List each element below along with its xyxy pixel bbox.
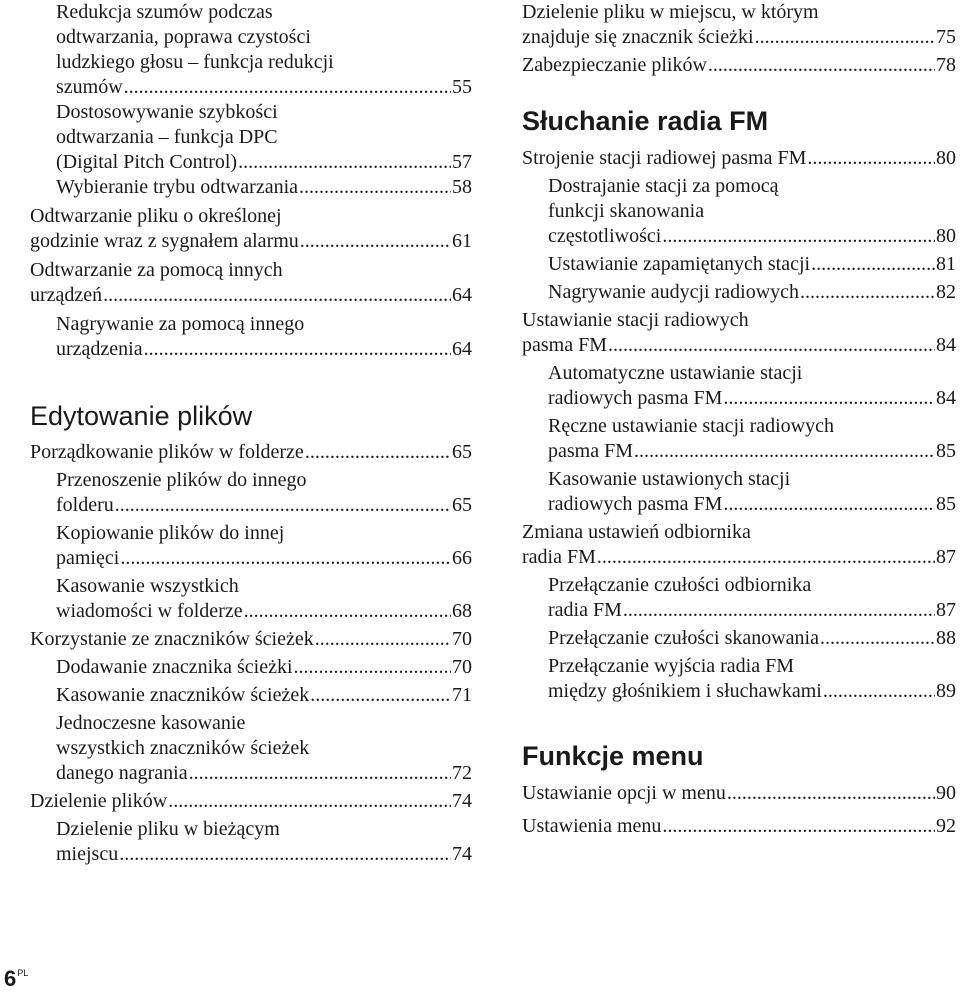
toc-page-number: 81: [936, 253, 956, 275]
dot-leader: [124, 75, 451, 100]
toc-entry-text: między głośnikiem i słuchawkami: [548, 680, 822, 702]
dot-leader: [144, 337, 451, 362]
toc-page-number: 85: [936, 440, 956, 462]
toc-entry[interactable]: [548, 414, 956, 464]
toc-entry-text: Nagrywanie audycji radiowych: [548, 281, 800, 303]
toc-entry[interactable]: [56, 655, 472, 680]
toc-entry-text: Ustawianie zapamiętanych stacji: [548, 253, 811, 275]
toc-page-number: 71: [452, 684, 472, 706]
toc-entry-text: wiadomości w folderze: [56, 600, 243, 622]
section-heading-radio: Słuchanie radia FM: [522, 106, 769, 136]
toc-entry[interactable]: [548, 573, 956, 623]
dot-leader: [608, 333, 935, 358]
toc-page-number: 58: [452, 176, 472, 198]
toc-entry[interactable]: [522, 146, 956, 171]
toc-entry[interactable]: [30, 258, 472, 308]
dot-leader: [305, 440, 451, 465]
toc-page-number: 84: [936, 387, 956, 409]
toc-entry[interactable]: [30, 204, 472, 254]
toc-entry-text: Odtwarzanie za pomocą innych: [30, 259, 283, 281]
toc-entry-text: Ustawienia menu: [522, 815, 662, 837]
dot-leader: [662, 814, 935, 839]
dot-leader: [800, 280, 935, 305]
toc-group: [56, 312, 472, 362]
toc-entry-text: znajduje się znacznik ścieżki: [522, 26, 754, 48]
dot-leader: [299, 175, 451, 200]
toc-entry-text: Ustawianie stacji radiowych: [522, 309, 749, 331]
toc-page-number: 65: [452, 494, 472, 516]
toc-entry[interactable]: [548, 361, 956, 411]
toc-page-number: 89: [936, 680, 956, 702]
toc-entry-text: Strojenie stacji radiowej pasma FM: [522, 147, 807, 169]
toc-entry-text: Jednoczesne kasowanie: [56, 712, 246, 734]
toc-entry[interactable]: [522, 0, 956, 50]
toc-entry-text: ludzkiego głosu – funkcja redukcji: [56, 51, 334, 73]
toc-entry-text: Korzystanie ze znaczników ścieżek: [30, 628, 314, 650]
dot-leader: [723, 492, 935, 517]
toc-page-number: 66: [452, 547, 472, 569]
page-number: 6: [4, 966, 17, 991]
toc-right-column: [522, 0, 956, 839]
toc-entry[interactable]: [522, 308, 956, 358]
toc-entry-text: Przełączanie wyjścia radia FM: [548, 655, 795, 677]
toc-left-column: [30, 0, 472, 867]
toc-page-number: 85: [936, 493, 956, 515]
toc-entry-text: radia FM: [522, 546, 596, 568]
dot-leader: [662, 224, 935, 249]
toc-entry-text: Dostrajanie stacji za pomocą: [548, 175, 779, 197]
toc-entry-text: pasma FM: [548, 440, 633, 462]
toc-entry-text: radiowych pasma FM: [548, 387, 723, 409]
dot-leader: [807, 146, 935, 171]
toc-entry-text: Kopiowanie plików do innej: [56, 522, 285, 544]
toc-entry-text: miejscu: [56, 843, 119, 865]
toc-entry[interactable]: [30, 440, 472, 465]
toc-entry[interactable]: [56, 711, 472, 786]
toc-entry-text: Dzielenie pliku w miejscu, w którym: [522, 1, 819, 23]
toc-page-number: 80: [936, 147, 956, 169]
toc-entry-text: Redukcja szumów podczas: [56, 1, 273, 23]
toc-entry[interactable]: [56, 175, 472, 200]
toc-entry[interactable]: [548, 174, 956, 249]
toc-page-number: 61: [452, 230, 472, 252]
toc-entry-text: godzinie wraz z sygnałem alarmu: [30, 230, 299, 252]
dot-leader: [189, 761, 451, 786]
toc-entry-text: Ustawianie opcji w menu: [522, 782, 726, 804]
toc-entry[interactable]: [548, 252, 956, 277]
toc-page-number: 82: [936, 281, 956, 303]
toc-page-number: 74: [452, 790, 472, 812]
toc-page-number: 87: [936, 599, 956, 621]
toc-entry[interactable]: [56, 0, 472, 100]
toc-entry-text: szumów: [56, 76, 123, 98]
toc-entry[interactable]: [56, 683, 472, 708]
toc-entry[interactable]: [30, 789, 472, 814]
toc-entry-text: radia FM: [548, 599, 622, 621]
toc-entry-text: Nagrywanie za pomocą innego: [56, 313, 305, 335]
toc-entry-text: pasma FM: [522, 334, 607, 356]
toc-entry[interactable]: [548, 280, 956, 305]
dot-leader: [300, 229, 451, 254]
toc-group: [522, 781, 956, 839]
dot-leader: [310, 683, 451, 708]
toc-entry-text: odtwarzania, poprawa czystości: [56, 26, 311, 48]
toc-entry-text: Przełączanie czułości skanowania: [548, 627, 819, 649]
toc-entry-text: odtwarzania – funkcja DPC: [56, 126, 278, 148]
toc-entry[interactable]: [522, 520, 956, 570]
toc-entry-text: funkcji skanowania: [548, 200, 705, 222]
toc-group: [522, 146, 956, 704]
toc-page-number: 78: [936, 54, 956, 76]
section-heading-menu: Funkcje menu: [522, 741, 704, 771]
toc-entry-text: Zmiana ustawień odbiornika: [522, 521, 751, 543]
toc-entry[interactable]: [56, 817, 472, 867]
toc-page-number: 68: [452, 600, 472, 622]
toc-page-number: 87: [936, 546, 956, 568]
toc-entry-text: wszystkich znaczników ścieżek: [56, 737, 310, 759]
toc-page-number: 55: [452, 76, 472, 98]
dot-leader: [727, 781, 935, 806]
dot-leader: [103, 283, 451, 308]
toc-entry[interactable]: [56, 521, 472, 571]
dot-leader: [294, 655, 451, 680]
toc-entry[interactable]: [30, 627, 472, 652]
page-footer: [4, 966, 28, 992]
toc-group: [56, 0, 472, 200]
toc-group: [30, 440, 472, 867]
toc-page-number: 92: [936, 815, 956, 837]
toc-entry-text: Przełączanie czułości odbiornika: [548, 574, 812, 596]
toc-entry-text: (Digital Pitch Control): [56, 151, 238, 173]
toc-entry[interactable]: [548, 467, 956, 517]
toc-entry-text: Przenoszenie plików do innego: [56, 469, 307, 491]
dot-leader: [634, 439, 935, 464]
toc-entry[interactable]: [548, 626, 956, 651]
language-code: PL: [17, 968, 29, 978]
toc-entry[interactable]: [522, 814, 956, 839]
toc-page-number: 84: [936, 334, 956, 356]
toc-page-number: 64: [452, 338, 472, 360]
toc-entry-text: Ręczne ustawianie stacji radiowych: [548, 415, 834, 437]
dot-leader: [623, 598, 935, 623]
toc-page-number: 80: [936, 225, 956, 247]
toc-page-number: 74: [452, 843, 472, 865]
toc-page-number: 90: [936, 782, 956, 804]
toc-entry[interactable]: [56, 312, 472, 362]
toc-entry-text: radiowych pasma FM: [548, 493, 723, 515]
dot-leader: [238, 150, 451, 175]
dot-leader: [119, 842, 451, 867]
dot-leader: [723, 386, 935, 411]
toc-entry-text: Kasowanie wszystkich: [56, 575, 239, 597]
dot-leader: [823, 679, 935, 704]
toc-entry-text: Dzielenie pliku w bieżącym: [56, 818, 280, 840]
toc-group: [30, 204, 472, 308]
toc-page-number: 88: [936, 627, 956, 649]
toc-entry-text: Odtwarzanie pliku o określonej: [30, 205, 282, 227]
toc-entry[interactable]: [548, 654, 956, 704]
toc-entry-text: Zabezpieczanie plików: [522, 54, 707, 76]
toc-entry-text: urządzenia: [56, 338, 143, 360]
toc-page-number: 57: [452, 151, 472, 173]
dot-leader: [811, 252, 935, 277]
toc-entry-text: Dostosowywanie szybkości: [56, 101, 278, 123]
toc-entry-text: pamięci: [56, 547, 120, 569]
toc-page-number: 70: [452, 628, 472, 650]
toc-entry[interactable]: [56, 574, 472, 624]
toc-entry-text: danego nagrania: [56, 762, 188, 784]
toc-entry-text: Dzielenie plików: [30, 790, 168, 812]
toc-entry[interactable]: [522, 781, 956, 806]
dot-leader: [820, 626, 935, 651]
section-heading-edytowanie: Edytowanie plików: [30, 401, 253, 431]
toc-entry[interactable]: [56, 468, 472, 518]
toc-page-number: 75: [936, 26, 956, 48]
dot-leader: [708, 53, 935, 78]
toc-entry-text: folderu: [56, 494, 114, 516]
toc-entry-text: Dodawanie znacznika ścieżki: [56, 656, 293, 678]
dot-leader: [244, 599, 451, 624]
toc-entry-text: urządzeń: [30, 284, 103, 306]
dot-leader: [315, 627, 451, 652]
toc-entry-text: częstotliwości: [548, 225, 662, 247]
dot-leader: [755, 25, 935, 50]
dot-leader: [115, 493, 451, 518]
toc-page-number: 65: [452, 441, 472, 463]
toc-entry[interactable]: [56, 100, 472, 175]
toc-entry-text: Wybieranie trybu odtwarzania: [56, 176, 299, 198]
dot-leader: [168, 789, 451, 814]
dot-leader: [120, 546, 451, 571]
toc-entry-text: Automatyczne ustawianie stacji: [548, 362, 803, 384]
toc-entry-text: Kasowanie znaczników ścieżek: [56, 684, 310, 706]
toc-group: [522, 0, 956, 78]
toc-page-number: 72: [452, 762, 472, 784]
toc-page-number: 64: [452, 284, 472, 306]
toc-page-number: 70: [452, 656, 472, 678]
toc-entry-text: Kasowanie ustawionych stacji: [548, 468, 791, 490]
toc-entry[interactable]: [522, 53, 956, 78]
toc-entry-text: Porządkowanie plików w folderze: [30, 441, 304, 463]
dot-leader: [597, 545, 935, 570]
